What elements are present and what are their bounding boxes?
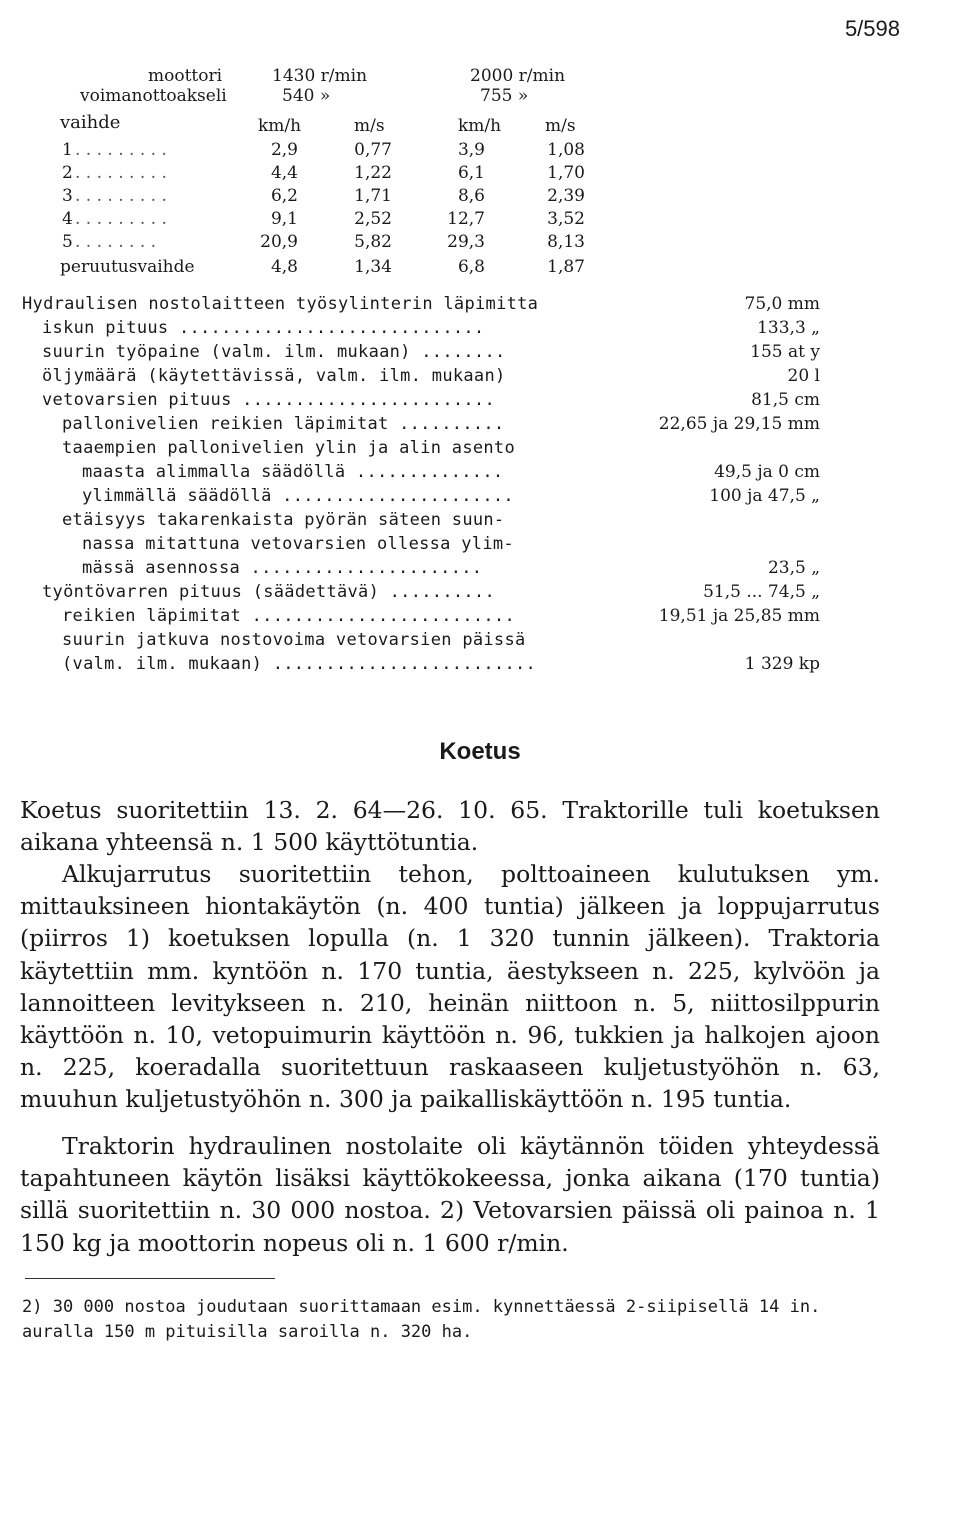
leader-dots: . . . . . . . . bbox=[75, 232, 157, 252]
spec-value: 23,5 „ bbox=[767, 558, 820, 578]
spec-label: (valm. ilm. mukaan) ......................... bbox=[62, 654, 537, 674]
gear-label: 5 bbox=[62, 232, 73, 252]
speed-ms-1: 2,52 bbox=[354, 209, 392, 229]
header-engine-rpm-2: 2000 r/min bbox=[470, 66, 566, 86]
unit-ms-2: m/s bbox=[545, 116, 576, 136]
spec-value: 1 329 kp bbox=[744, 654, 820, 674]
leader-dots: . . . . . . . . . bbox=[75, 209, 167, 229]
header-pto-rpm-1: 540 » bbox=[282, 86, 331, 106]
spec-value: 49,5 ja 0 cm bbox=[714, 462, 820, 482]
spec-label: etäisyys takarenkaista pyörän säteen suun- bbox=[62, 510, 505, 530]
header-pto-rpm-2: 755 » bbox=[480, 86, 529, 106]
speed-kmh-1: 4,8 bbox=[270, 257, 298, 277]
speed-ms-1: 1,71 bbox=[354, 186, 392, 206]
speed-ms-2: 1,87 bbox=[547, 257, 585, 277]
spec-label: iskun pituus ............................. bbox=[42, 318, 485, 338]
speed-kmh-2: 6,1 bbox=[457, 163, 485, 183]
leader-dots: . . . . . . . . . bbox=[75, 186, 167, 206]
page-number: 5/598 bbox=[844, 16, 900, 41]
spec-label: mässä asennossa ...................... bbox=[82, 558, 483, 578]
speed-kmh-2: 3,9 bbox=[457, 140, 485, 160]
spec-label: suurin työpaine (valm. ilm. mukaan) ........ bbox=[42, 342, 506, 362]
gear-label: 3 bbox=[62, 186, 73, 206]
gear-label: 2 bbox=[62, 163, 73, 183]
spec-value: 81,5 cm bbox=[751, 390, 820, 410]
spec-value: 19,51 ja 25,85 mm bbox=[658, 606, 820, 626]
footnote-divider bbox=[25, 1278, 275, 1279]
spec-label: ylimmällä säädöllä ...................... bbox=[82, 486, 514, 506]
spec-value: 51,5 ... 74,5 „ bbox=[703, 582, 820, 602]
header-label-engine: moottori bbox=[148, 66, 223, 86]
speed-ms-1: 0,77 bbox=[354, 140, 392, 160]
speed-kmh-1: 2,9 bbox=[270, 140, 298, 160]
spec-label: maasta alimmalla säädöllä .............. bbox=[82, 462, 504, 482]
unit-kmh-1: km/h bbox=[258, 116, 302, 136]
speed-kmh-1: 20,9 bbox=[260, 232, 298, 252]
gear-label: peruutusvaihde bbox=[60, 257, 195, 277]
leader-dots: . . . . . . . . . bbox=[75, 163, 167, 183]
section-heading: Koetus bbox=[439, 738, 521, 765]
speed-kmh-1: 4,4 bbox=[270, 163, 298, 183]
spec-value: 22,65 ja 29,15 mm bbox=[658, 414, 820, 434]
spec-value: 75,0 mm bbox=[744, 294, 820, 314]
spec-value: 155 at y bbox=[750, 342, 820, 362]
speed-kmh-2: 8,6 bbox=[457, 186, 485, 206]
speed-kmh-2: 29,3 bbox=[447, 232, 485, 252]
speed-ms-1: 1,22 bbox=[354, 163, 392, 183]
speed-ms-1: 1,34 bbox=[354, 257, 392, 277]
spec-label: öljymäärä (käytettävissä, valm. ilm. mukaan) bbox=[42, 366, 506, 386]
speed-ms-1: 5,82 bbox=[354, 232, 392, 252]
spec-label: reikien läpimitat ......................... bbox=[62, 606, 515, 626]
speed-kmh-1: 6,2 bbox=[270, 186, 298, 206]
spec-label: vetovarsien pituus ........................ bbox=[42, 390, 495, 410]
spec-label: pallonivelien reikien läpimitat .......... bbox=[62, 414, 505, 434]
unit-kmh-2: km/h bbox=[458, 116, 502, 136]
speed-ms-2: 3,52 bbox=[547, 209, 585, 229]
unit-gear: vaihde bbox=[60, 112, 121, 133]
spec-label: suurin jatkuva nostovoima vetovarsien päissä bbox=[62, 630, 526, 650]
paragraph-test-usage: Alkujarrutus suoritettiin tehon, polttoaineen kulutuksen ym. mittauksineen hiontakäytön (n. 400 tuntia) jälkeen ja loppujarrutus (piirros 1) koetuksen lopulla (n. 1 320 tunnin jälkeen). Traktoria käytettiin mm. kyntöön n. 170 tuntia, äestykseen n. 225, kylvöön ja lannoitteen levitykseen n. 210, heinän niittoon n. 5, niittosilppurin käyttöön n. 10, vetopuimurin käyttöön n. 96, tukkien ja halkojen ajoon n. 225, koeradalla suoritettuun raskaaseen kuljetustyöhön n. 63, muuhun kuljetustyöhön n. 300 ja paikalliskäyttöön n. 195 tuntia. bbox=[20, 860, 880, 1114]
spec-label: Hydraulisen nostolaitteen työsylinterin läpimitta bbox=[22, 294, 539, 314]
unit-ms-1: m/s bbox=[354, 116, 385, 136]
spec-label: taaempien pallonivelien ylin ja alin asento bbox=[62, 438, 515, 458]
speed-kmh-1: 9,1 bbox=[270, 209, 298, 229]
header-engine-rpm-1: 1430 r/min bbox=[272, 66, 368, 86]
speed-kmh-2: 6,8 bbox=[457, 257, 485, 277]
footnote: 2) 30 000 nostoa joudutaan suorittamaan esim. kynnettäessä 2-siipisellä 14 in. auralla 150 m pituisilla saroilla n. 320 ha. bbox=[22, 1297, 821, 1342]
leader-dots: . . . . . . . . . bbox=[75, 140, 167, 160]
speed-ms-2: 1,08 bbox=[547, 140, 585, 160]
paragraph-intro: Koetus suoritettiin 13. 2. 64—26. 10. 65. Traktorille tuli koetuksen aikana yhteensä n. 1 500 käyttötuntia. bbox=[20, 796, 880, 857]
gear-label: 4 bbox=[62, 209, 73, 229]
speed-ms-2: 2,39 bbox=[547, 186, 585, 206]
speed-ms-2: 8,13 bbox=[547, 232, 585, 252]
header-label-pto: voimanottoakseli bbox=[80, 86, 227, 106]
spec-label: nassa mitattuna vetovarsien ollessa ylim- bbox=[82, 534, 514, 554]
spec-label: työntövarren pituus (säädettävä) .......... bbox=[42, 582, 495, 602]
paragraph-hydraulic-test: Traktorin hydraulinen nostolaite oli käytännön töiden yhteydessä tapahtuneen käytön lisäksi käyttökokeessa, jonka aikana (170 tuntia) sillä suoritettiin n. 30 000 nostoa. 2) Vetovarsien päissä oli painoa n. 1 150 kg ja moottorin nopeus oli n. 1 600 r/min. bbox=[20, 1132, 880, 1257]
spec-value: 100 ja 47,5 „ bbox=[709, 486, 820, 506]
speed-ms-2: 1,70 bbox=[547, 163, 585, 183]
spec-value: 20 l bbox=[787, 366, 820, 386]
speed-kmh-2: 12,7 bbox=[447, 209, 485, 229]
spec-value: 133,3 „ bbox=[757, 318, 820, 338]
gear-label: 1 bbox=[62, 140, 73, 160]
